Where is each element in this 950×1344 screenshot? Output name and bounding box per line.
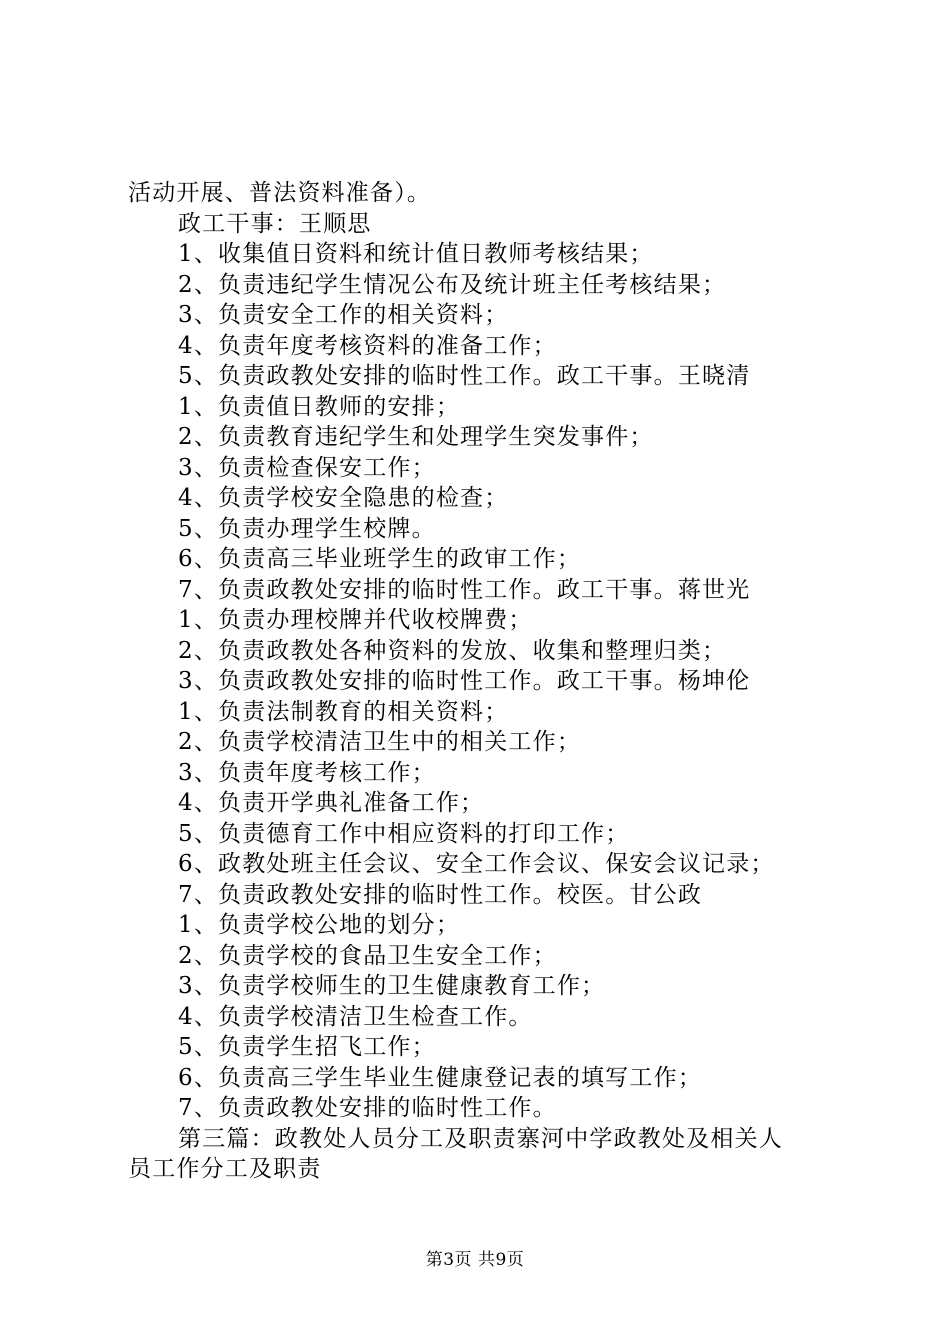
text-line: 3、负责检查保安工作； bbox=[178, 454, 436, 481]
document-body bbox=[128, 178, 848, 1185]
text-line: 政工干事：王顺思 bbox=[178, 210, 372, 237]
text-line: 2、负责学校清洁卫生中的相关工作； bbox=[178, 729, 582, 755]
text-line: 活动开展、普法资料准备）。 bbox=[128, 180, 432, 206]
text-line: 3、负责学校师生的卫生健康教育工作； bbox=[178, 973, 606, 999]
text-line: 2、负责学校的食品卫生安全工作； bbox=[178, 942, 557, 969]
text-line: 3、负责年度考核工作； bbox=[178, 759, 436, 786]
text-line: 7、负责政教处安排的临时性工作。 bbox=[178, 1095, 557, 1121]
text-line: 4、负责开学典礼准备工作； bbox=[178, 790, 485, 816]
page-footer: 第3页 共9页 bbox=[425, 1250, 525, 1270]
text-line: 1、收集值日资料和统计值日教师考核结果； bbox=[178, 241, 654, 267]
text-line: 7、负责政教处安排的临时性工作。校医。甘公政 bbox=[178, 881, 703, 908]
text-line: 4、负责学校安全隐患的检查； bbox=[178, 485, 509, 511]
text-line: 1、负责办理校牌并代收校牌费； bbox=[178, 607, 533, 633]
text-line: 第三篇：政教处人员分工及职责寨河中学政教处及相关人 bbox=[178, 1125, 783, 1152]
text-line: 5、负责办理学生校牌。 bbox=[178, 515, 436, 542]
text-line: 2、负责政教处各种资料的发放、收集和整理归类； bbox=[178, 637, 727, 664]
text-line: 3、负责政教处安排的临时性工作。政工干事。杨坤伦 bbox=[178, 668, 751, 694]
text-line: 4、负责年度考核资料的准备工作； bbox=[178, 332, 557, 359]
text-line: 1、负责值日教师的安排； bbox=[178, 393, 461, 420]
text-line: 2、负责教育违纪学生和处理学生突发事件； bbox=[178, 424, 654, 450]
text-line: 3、负责安全工作的相关资料； bbox=[178, 302, 509, 328]
text-line: 7、负责政教处安排的临时性工作。政工干事。蒋世光 bbox=[178, 576, 751, 603]
text-line: 5、负责政教处安排的临时性工作。政工干事。王晓清 bbox=[178, 363, 751, 389]
text-line: 6、负责高三毕业班学生的政审工作； bbox=[178, 546, 582, 572]
text-line: 员工作分工及职责 bbox=[128, 1156, 322, 1182]
text-line: 1、负责学校公地的划分； bbox=[178, 912, 461, 938]
text-line: 1、负责法制教育的相关资料； bbox=[178, 698, 509, 725]
text-line: 5、负责学生招飞工作； bbox=[178, 1034, 436, 1060]
text-line: 6、负责高三学生毕业生健康登记表的填写工作； bbox=[178, 1064, 703, 1091]
text-line: 6、政教处班主任会议、安全工作会议、保安会议记录； bbox=[178, 851, 775, 877]
text-line: 5、负责德育工作中相应资料的打印工作； bbox=[178, 820, 630, 847]
text-line: 2、负责违纪学生情况公布及统计班主任考核结果； bbox=[178, 271, 727, 298]
text-line: 4、负责学校清洁卫生检查工作。 bbox=[178, 1003, 533, 1030]
